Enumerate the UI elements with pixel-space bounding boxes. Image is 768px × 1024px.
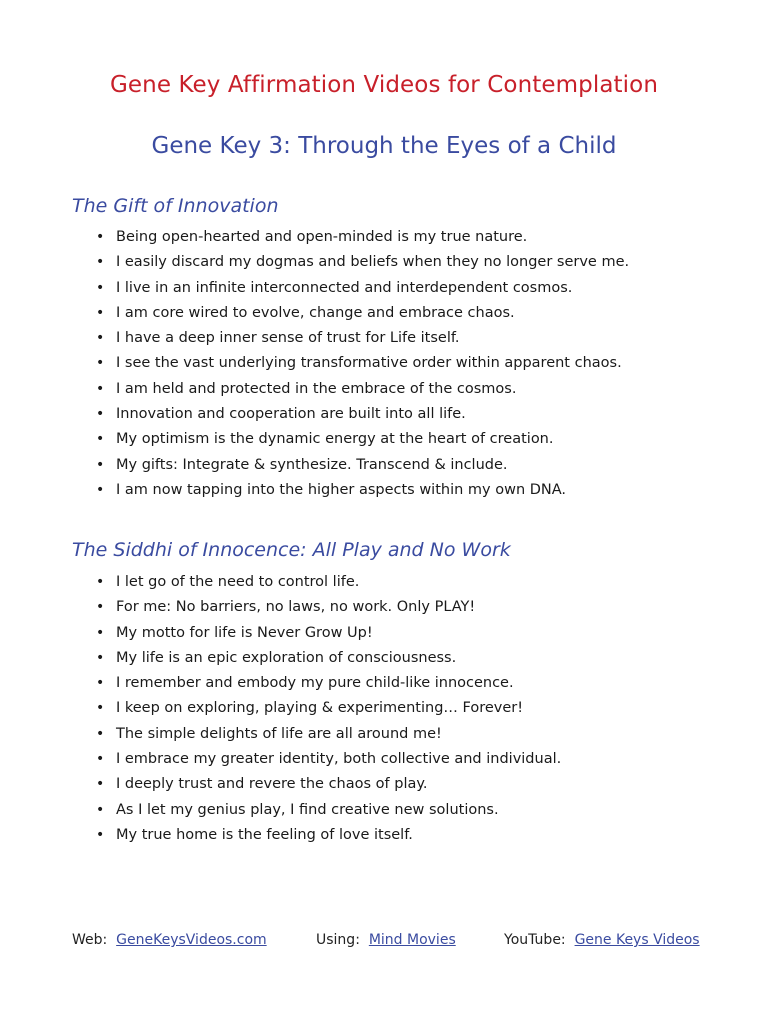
list-item [96,378,736,403]
list-item [96,428,736,453]
list-item-text: My life is an epic exploration of consciousness. [116,649,457,666]
footer-web-link[interactable]: GeneKeysVideos.com [116,932,267,948]
list-item-text: I embrace my greater identity, both collective and individual. [116,751,562,768]
list-item-text: My gifts: Integrate & synthesize. Transcend & include. [116,456,508,473]
list-item-text: For me: No barriers, no laws, no work. Only PLAY! [116,599,476,616]
list-item [96,479,736,504]
list-item-text: I see the vast underlying transformative order within apparent chaos. [116,355,622,372]
list-item [96,226,736,251]
list-item [96,251,736,276]
list-item [96,352,736,377]
list-item-text: My optimism is the dynamic energy at the heart of creation. [116,431,554,448]
bullet-icon: • [96,725,105,742]
list-item-text: I have a deep inner sense of trust for Life itself. [116,330,460,347]
footer-using-label: Using: [316,932,360,948]
section-heading-siddhi: The Siddhi of Innocence: All Play and No Work [72,539,511,561]
bullet-icon: • [96,380,105,397]
bullet-icon: • [96,776,105,793]
bullet-icon: • [96,481,105,498]
bullet-icon: • [96,279,105,296]
list-item-text: I remember and embody my pure child-like innocence. [116,675,514,692]
bullet-icon: • [96,355,105,372]
list-item-text: Innovation and cooperation are built into all life. [116,406,466,423]
bullet-icon: • [96,801,105,818]
footer-youtube [504,932,700,948]
footer-web [72,932,267,948]
list-item-text: I easily discard my dogmas and beliefs when they no longer serve me. [116,254,630,271]
bullet-icon: • [96,431,105,448]
list-item [96,277,736,302]
affirmation-list-siddhi [96,571,736,849]
footer-youtube-label: YouTube: [504,932,566,948]
list-item [96,824,736,849]
list-item [96,697,736,722]
footer [72,932,712,954]
bullet-icon: • [96,624,105,641]
document-subtitle: Gene Key 3: Through the Eyes of a Child [151,133,617,159]
footer-using [316,932,456,948]
list-item [96,773,736,798]
list-item-text: As I let my genius play, I find creative new solutions. [116,801,499,818]
bullet-icon: • [96,456,105,473]
list-item-text: I am core wired to evolve, change and embrace chaos. [116,304,515,321]
list-item [96,647,736,672]
list-item [96,596,736,621]
section-heading-gift: The Gift of Innovation [72,195,279,217]
affirmation-list-gift [96,226,736,504]
list-item-text: I am now tapping into the higher aspects within my own DNA. [116,481,567,498]
footer-using-link[interactable]: Mind Movies [368,932,456,948]
bullet-icon: • [96,649,105,666]
bullet-icon: • [96,826,105,843]
list-item [96,302,736,327]
list-item-text: I live in an infinite interconnected and interdependent cosmos. [116,279,573,296]
bullet-icon: • [96,700,105,717]
list-item-text: My motto for life is Never Grow Up! [116,624,373,641]
list-item-text: I let go of the need to control life. [116,574,360,590]
list-item-text: I keep on exploring, playing & experimenting… Forever! [116,700,524,717]
list-item-text: My true home is the feeling of love itself. [116,826,413,843]
bullet-icon: • [96,406,105,423]
list-item [96,672,736,697]
list-item [96,403,736,428]
list-item-text: I am held and protected in the embrace of the cosmos. [116,380,517,397]
list-item [96,622,736,647]
bullet-icon: • [96,599,105,616]
bullet-icon: • [96,675,105,692]
list-item [96,723,736,748]
bullet-icon: • [96,229,105,245]
list-item [96,454,736,479]
footer-web-label: Web: [72,932,108,948]
list-item [96,571,736,596]
bullet-icon: • [96,330,105,347]
list-item-text: The simple delights of life are all around me! [116,725,442,742]
document-title: Gene Key Affirmation Videos for Contemplation [109,72,659,98]
bullet-icon: • [96,751,105,768]
bullet-icon: • [96,254,105,271]
list-item [96,327,736,352]
bullet-icon: • [96,304,105,321]
list-item [96,799,736,824]
bullet-icon: • [96,574,105,590]
list-item [96,748,736,773]
list-item-text: I deeply trust and revere the chaos of play. [116,776,428,793]
list-item-text: Being open-hearted and open-minded is my true nature. [116,229,528,245]
footer-youtube-link[interactable]: Gene Keys Videos [574,932,700,948]
